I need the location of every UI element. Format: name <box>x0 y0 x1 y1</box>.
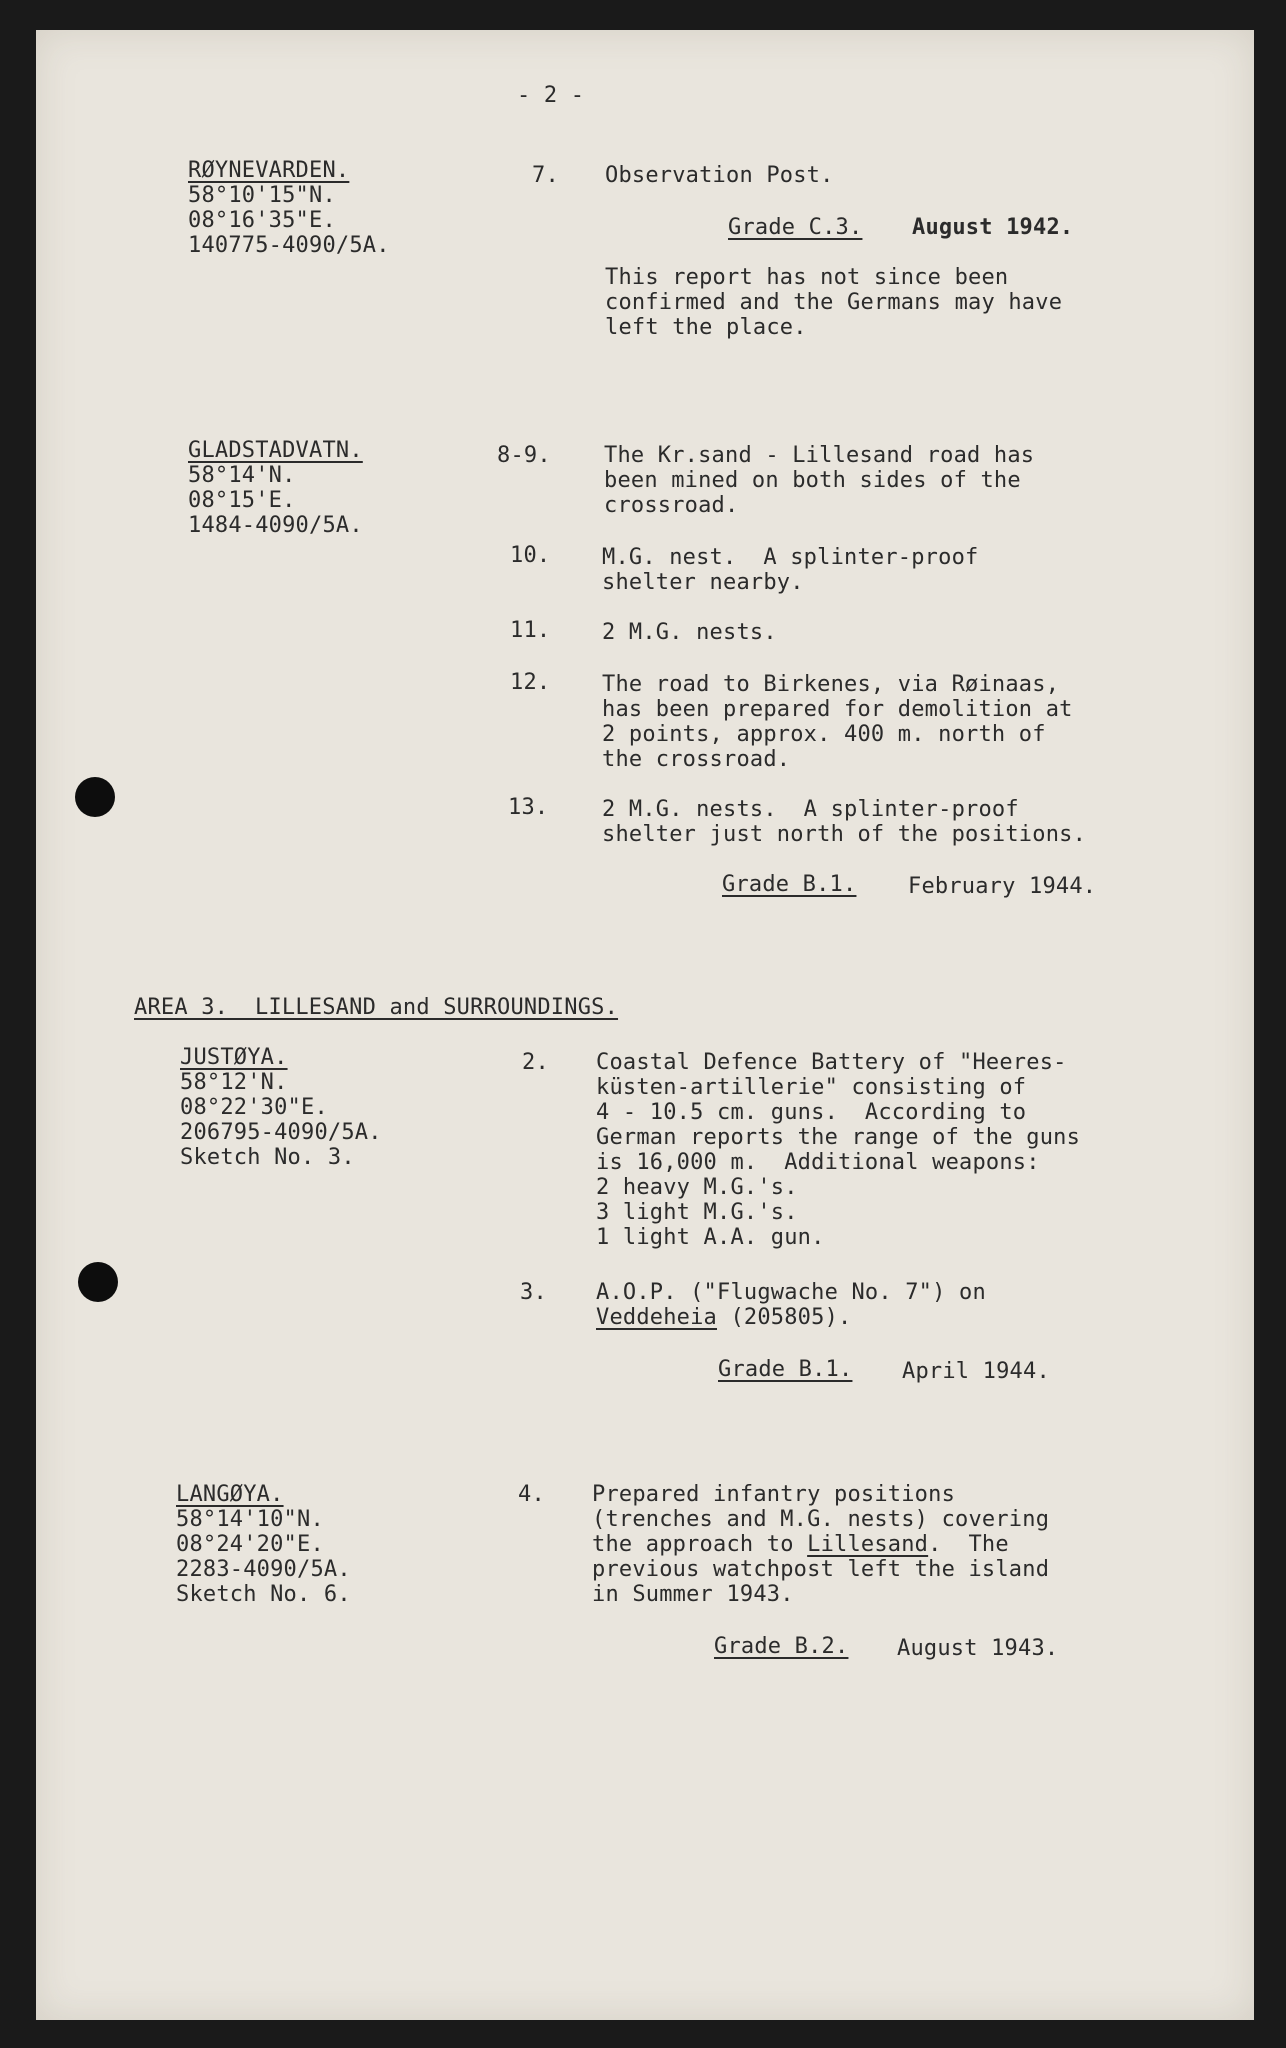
location-name: RØYNEVARDEN. <box>188 158 350 183</box>
location-sketch: Sketch No. 6. <box>176 1582 351 1607</box>
item-number: 12. <box>510 670 551 695</box>
item-text: The Kr.sand - Lillesand road has been mined on both sides of the crossroad. <box>604 443 1035 518</box>
item-text-line: previous watchpost left the island <box>592 1557 1050 1582</box>
location-lat: 58°10'15"N. <box>188 183 336 208</box>
item-text-line <box>592 1532 1009 1557</box>
punch-hole <box>75 777 115 817</box>
item-text-line: in Summer 1943. <box>592 1582 794 1607</box>
location-sketch: Sketch No. 3. <box>180 1145 355 1170</box>
item-number: 10. <box>510 543 551 568</box>
location-lat: 58°12'N. <box>180 1070 288 1095</box>
item-text: Observation Post. <box>605 163 834 188</box>
grade-label: Grade C.3. <box>728 215 863 240</box>
text-part: . The <box>928 1532 1009 1557</box>
item-number: 2. <box>522 1050 549 1075</box>
item-text-line: (trenches and M.G. nests) covering <box>592 1507 1050 1532</box>
location-ref: 206795-4090/5A. <box>180 1120 382 1145</box>
location-lon: 08°22'30"E. <box>180 1095 328 1120</box>
grade-date: February 1944. <box>908 874 1097 899</box>
grade-label: Grade B.1. <box>722 872 857 897</box>
place-name: Lillesand <box>807 1532 929 1557</box>
item-text: M.G. nest. A splinter-proof shelter nearby. <box>602 545 979 595</box>
grade-date: April 1944. <box>902 1359 1050 1384</box>
item-text: 2 M.G. nests. A splinter-proof shelter just north of the positions. <box>602 797 1087 847</box>
page-number: - 2 - <box>517 83 585 108</box>
item-text: A.O.P. ("Flugwache No. 7") on <box>596 1280 986 1305</box>
item-text: The road to Birkenes, via Røinaas, has been prepared for demolition at 2 points, approx. 400 m. north of the crossroad. <box>602 672 1073 772</box>
location-name: JUSTØYA. <box>180 1045 288 1070</box>
item-number: 8-9. <box>497 443 551 468</box>
grid-ref: (205805). <box>717 1305 852 1330</box>
location-name: GLADSTADVATN. <box>188 438 363 463</box>
item-text: 2 M.G. nests. <box>602 620 777 645</box>
item-number: 3. <box>520 1280 547 1305</box>
item-text: Coastal Defence Battery of "Heeres- küsten-artillerie" consisting of 4 - 10.5 cm. guns. According to German reports the range of the guns is 16,000 m. Additional weapons: 2 heavy M.G.'s. 3 light M.G.'s. 1 light A.A. gun. <box>596 1050 1081 1250</box>
item-text-line <box>596 1305 851 1330</box>
grade-date: August 1942. <box>912 215 1074 240</box>
item-number: 13. <box>508 795 549 820</box>
location-lon: 08°24'20"E. <box>176 1532 324 1557</box>
location-lat: 58°14'N. <box>188 463 296 488</box>
item-number: 7. <box>532 163 559 188</box>
grade-label: Grade B.1. <box>718 1357 853 1382</box>
text-part: the approach to <box>592 1532 808 1557</box>
location-ref: 140775-4090/5A. <box>188 233 390 258</box>
item-number: 4. <box>518 1482 545 1507</box>
grade-date: August 1943. <box>897 1636 1059 1661</box>
area-heading: AREA 3. LILLESAND and SURROUNDINGS. <box>134 995 619 1020</box>
item-text-line: Prepared infantry positions <box>592 1482 956 1507</box>
location-ref: 2283-4090/5A. <box>176 1557 351 1582</box>
location-lon: 08°15'E. <box>188 488 296 513</box>
location-lat: 58°14'10"N. <box>176 1507 324 1532</box>
location-ref: 1484-4090/5A. <box>188 513 363 538</box>
grade-label: Grade B.2. <box>714 1634 849 1659</box>
place-name: Veddeheia <box>596 1305 718 1330</box>
item-number: 11. <box>510 618 551 643</box>
report-note: This report has not since been confirmed and the Germans may have left the place. <box>605 265 1063 340</box>
location-name: LANGØYA. <box>176 1482 284 1507</box>
punch-hole <box>78 1262 118 1302</box>
location-lon: 08°16'35"E. <box>188 208 336 233</box>
